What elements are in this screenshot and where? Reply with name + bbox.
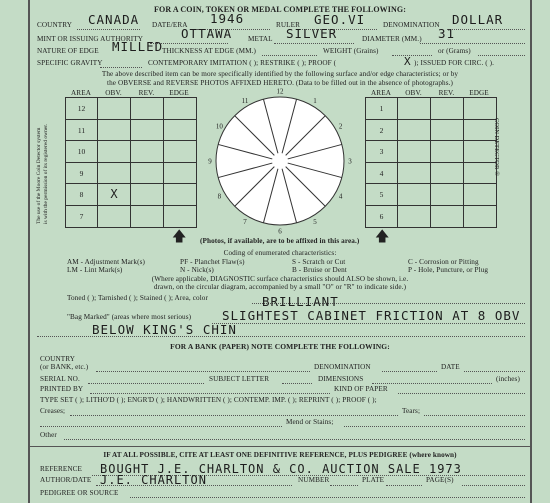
circle-number-8: 8 [217, 192, 222, 201]
left-area-number: 12 [77, 104, 86, 113]
serial-no-label: SERIAL NO. [40, 375, 80, 383]
bank-country-line [96, 371, 310, 372]
circle-number-11: 11 [241, 96, 249, 105]
right-grid-cell[interactable] [464, 120, 496, 142]
country-value[interactable]: CANADA [88, 12, 140, 27]
left-area-label [66, 163, 98, 185]
subject-letter-label: SUBJECT LETTER [209, 375, 270, 383]
other-line [64, 439, 525, 440]
thickness-label: THICKNESS AT EDGE (MM.) [162, 47, 257, 55]
right-grid-cell[interactable] [431, 163, 464, 185]
denomination-value[interactable]: DOLLAR [452, 12, 504, 27]
printed-by-line [90, 393, 330, 394]
left-area-number: 9 [79, 168, 84, 178]
nature-edge-label: NATURE OF EDGE [37, 47, 99, 55]
ruler-label: RULER [276, 21, 301, 29]
side-note-line-2: is with the permission of its registered owner. [42, 123, 49, 224]
circular-area-diagram[interactable] [205, 86, 355, 236]
pedigree-label: PEDIGREE OR SOURCE [40, 489, 119, 497]
left-area-number: 11 [77, 125, 86, 135]
dimensions-line [372, 383, 492, 384]
right-area-number: 3 [379, 147, 384, 156]
right-area-label [366, 206, 398, 228]
mend-label: Mend or Stains; [286, 418, 334, 426]
circle-number-7: 7 [243, 218, 247, 227]
code-lm: LM - Lint Mark(s) [67, 266, 123, 274]
left-grid-cell[interactable] [98, 120, 131, 142]
area-color-value[interactable]: BRILLIANT [262, 294, 339, 309]
circle-number-1: 1 [313, 96, 317, 105]
plate-label: PLATE [362, 476, 385, 484]
right-grid-cell[interactable] [431, 120, 464, 142]
side-note-line-1: The use of the Moore Coin Detector system [36, 127, 42, 224]
left-grid-cell[interactable] [131, 98, 164, 120]
right-header-rev: REV. [438, 89, 455, 97]
right-grid-cell[interactable] [398, 206, 431, 228]
tears-label: Tears; [402, 407, 421, 415]
type-set-label: TYPE SET ( ); LITHO'D ( ); ENGR'D ( ); HANDWRITTEN ( ); CONTEMP. IMP. ( ); REPRINT ( ); PROOF ( ); [40, 396, 377, 404]
reference-divider [30, 446, 530, 447]
diagnostic-line-1: (Where applicable, DIAGNOSTIC surface characteristics should ALSO be shown, i.e. [151, 275, 409, 283]
country-line [77, 29, 140, 30]
right-grid-cell[interactable] [464, 184, 496, 206]
author-date-value[interactable]: J.E. CHARLTON [100, 473, 207, 487]
circle-number-5: 5 [313, 218, 317, 227]
right-grid-cell[interactable] [431, 98, 464, 120]
left-grid-cell[interactable] [131, 120, 164, 142]
other-label: Other [40, 431, 57, 439]
reference-title: IF AT ALL POSSIBLE, CITE AT LEAST ONE DEFINITIVE REFERENCE, PLUS PEDIGREE (where known) [103, 451, 457, 459]
mend-left-line [40, 426, 282, 427]
left-grid-cell[interactable] [98, 141, 131, 163]
bag-marked-line-1 [212, 323, 525, 324]
right-grid-cell[interactable] [464, 98, 496, 120]
code-am: AM - Adjustment Mark(s) [67, 258, 145, 266]
denomination-line [447, 29, 525, 30]
weight-line [392, 55, 432, 56]
left-grid-cell[interactable] [98, 163, 131, 185]
left-grid-cell[interactable] [131, 163, 164, 185]
right-grid-cell[interactable] [398, 163, 431, 185]
right-grid-cell[interactable] [398, 184, 431, 206]
right-header-obv: OBV. [405, 89, 422, 97]
code-n: N - Nick(s) [180, 266, 214, 274]
specific-gravity-line [100, 67, 142, 68]
bank-date-line [464, 371, 525, 372]
kind-of-paper-line [398, 393, 525, 394]
left-grid-cell[interactable] [164, 141, 196, 163]
code-pf: PF - Planchet Flaw(s) [180, 258, 245, 266]
right-grid-cell[interactable] [464, 141, 496, 163]
bag-marked-label: "Bag Marked" (areas where most serious) [67, 313, 192, 321]
pages-label: PAGE(S) [426, 476, 454, 484]
right-area-label [366, 141, 398, 163]
circle-number-9: 9 [208, 157, 212, 166]
code-p: P - Hole, Puncture, or Plug [408, 266, 489, 274]
reference-label: REFERENCE [40, 465, 83, 473]
left-grid-cell[interactable] [164, 184, 196, 206]
serial-no-line [88, 383, 204, 384]
proof-mark[interactable]: X [404, 55, 412, 68]
right-grid-cell[interactable] [464, 163, 496, 185]
subject-letter-line [282, 383, 312, 384]
diameter-line [420, 43, 525, 44]
contemporary-imitation-label: CONTEMPORARY IMITATION ( ); RESTRIKE ( ); PROOF ( [148, 59, 337, 67]
right-area-label [366, 184, 398, 206]
right-area-number: 1 [379, 104, 384, 113]
nature-edge-value[interactable]: MILLED [112, 39, 164, 54]
grams-label: or (Grams) [438, 47, 471, 55]
left-area-grid [65, 97, 197, 228]
side-note [36, 124, 49, 224]
kind-of-paper-label: KIND OF PAPER [334, 385, 388, 393]
right-grid-cell[interactable] [431, 206, 464, 228]
left-area-label [66, 184, 98, 206]
coding-title: Coding of enumerated characteristics: [223, 249, 337, 257]
right-header-area: AREA [371, 89, 391, 97]
left-grid-cell[interactable] [164, 163, 196, 185]
right-area-number: 2 [379, 125, 384, 135]
bag-marked-value-2[interactable]: BELOW KING'S CHIN [92, 322, 237, 337]
metal-line [274, 43, 354, 44]
date-era-value[interactable]: 1946 [210, 11, 245, 26]
number-line [330, 485, 358, 486]
number-label: NUMBER [298, 476, 330, 484]
right-area-number: 5 [379, 190, 384, 199]
left-header-obv: OBV. [105, 89, 122, 97]
toned-label: Toned ( ); Tarnished ( ); Stained ( ); Area, color [67, 294, 208, 302]
right-header-edge: EDGE [469, 89, 489, 97]
left-grid-cell[interactable] [131, 141, 164, 163]
mint-label: MINT OR ISSUING AUTHORITY [37, 35, 143, 43]
right-grid-cell[interactable] [464, 206, 496, 228]
intro-line-2: the OBVERSE and REVERSE PHOTOS AFFIXED HERETO. (Data to be filled out in the absence of photographs.) [106, 79, 453, 87]
circle-number-4: 4 [338, 192, 343, 201]
right-grid-cell[interactable] [431, 141, 464, 163]
left-grid-cell[interactable] [164, 98, 196, 120]
right-area-label [366, 98, 398, 120]
ruler-value[interactable]: GEO.VI [314, 12, 366, 27]
bank-denomination-label: DENOMINATION [314, 363, 371, 371]
diameter-label: DIAMETER (MM.) [362, 35, 422, 43]
tears-line [424, 415, 525, 416]
mint-value[interactable]: OTTAWA [181, 26, 233, 41]
issued-circ-label: ); ISSUED FOR CIRC. ( ). [414, 59, 495, 67]
weight-label: WEIGHT (Grains) [323, 47, 379, 55]
coin-section-title: FOR A COIN, TOKEN OR MEDAL COMPLETE THE FOLLOWING: [154, 5, 406, 14]
circle-number-2: 2 [338, 122, 343, 131]
reference-value[interactable]: BOUGHT J.E. CHARLTON & CO. AUCTION SALE 1973 [100, 462, 462, 476]
dimensions-label: DIMENSIONS [318, 375, 364, 383]
denomination-label: DENOMINATION [383, 21, 440, 29]
photos-caption: (Photos, if available, are to be affixed in this area.) [200, 237, 360, 245]
left-header-edge: EDGE [169, 89, 189, 97]
code-b: B - Bruise or Dent [292, 266, 347, 274]
grams-line [478, 55, 525, 56]
country-label: COUNTRY [37, 21, 73, 29]
circle-number-10: 10 [215, 122, 223, 131]
mend-line [344, 426, 525, 427]
intro-line-1: The above described item can be more specifically identified by the following surface and/or edge characteristics; or by [101, 70, 459, 78]
right-border [530, 0, 532, 503]
thickness-line [262, 55, 317, 56]
left-grid-cell[interactable] [164, 120, 196, 142]
circle-number-12: 12 [276, 87, 284, 96]
left-grid-cell[interactable] [164, 206, 196, 228]
right-arrow-icon: 🡅 [375, 230, 390, 245]
bag-marked-value-1[interactable]: SLIGHTEST CABINET FRICTION AT 8 OBV [222, 308, 521, 323]
circle-number-6: 6 [278, 227, 282, 236]
right-area-number: 4 [379, 168, 384, 178]
bank-country-label: COUNTRY [40, 355, 76, 363]
printed-by-label: PRINTED BY [40, 385, 84, 393]
left-header-rev: REV. [138, 89, 155, 97]
diameter-value[interactable]: 31 [438, 26, 456, 41]
left-grid-cell[interactable] [131, 206, 164, 228]
creases-line [70, 415, 398, 416]
left-header-area: AREA [71, 89, 91, 97]
right-area-label [366, 163, 398, 185]
author-date-label: AUTHOR/DATE [40, 476, 92, 484]
diagnostic-line-2: drawn, on the circular diagram, accompanied by a small "O" or "R" to indicate side.) [153, 283, 407, 291]
right-grid-cell[interactable] [431, 184, 464, 206]
right-grid-cell[interactable] [398, 141, 431, 163]
left-area-label [66, 98, 98, 120]
inches-label: (inches) [496, 375, 520, 383]
left-grid-cell[interactable] [131, 184, 164, 206]
right-area-number: 6 [379, 211, 384, 221]
code-s: S - Scratch or Cut [292, 258, 346, 266]
right-grid-cell[interactable] [398, 120, 431, 142]
plate-line [386, 485, 422, 486]
left-arrow-icon: 🡅 [172, 230, 187, 245]
bank-section-title: FOR A BANK (PAPER) NOTE COMPLETE THE FOLLOWING: [170, 342, 390, 351]
date-era-label: DATE/ERA [152, 21, 188, 29]
left-area-number: 10 [77, 147, 86, 156]
bank-date-label: DATE [441, 363, 460, 371]
metal-label: METAL [248, 35, 273, 43]
metal-value[interactable]: SILVER [286, 26, 338, 41]
code-c: C - Corrosion or Pitting [408, 258, 479, 266]
coin-detector-label: COIN DETECTOR ® [493, 118, 500, 176]
left-area-number: 8 [79, 190, 84, 199]
left-area-label [66, 141, 98, 163]
bank-or-bank-label: (or BANK, etc.) [40, 363, 89, 371]
creases-label: Creases; [40, 407, 66, 415]
left-area-label [66, 120, 98, 142]
right-grid-cell[interactable] [398, 98, 431, 120]
left-grid-cell[interactable] [98, 184, 131, 206]
right-area-grid [365, 97, 497, 228]
right-area-label [366, 120, 398, 142]
bank-denomination-line [382, 371, 437, 372]
left-grid-cell[interactable] [98, 206, 131, 228]
left-grid-cell[interactable] [98, 98, 131, 120]
pages-line [462, 485, 525, 486]
left-area-number: 7 [79, 211, 84, 221]
pedigree-line [130, 497, 525, 498]
obv-area-8-mark[interactable]: X [110, 187, 118, 201]
left-area-label [66, 206, 98, 228]
circle-number-3: 3 [348, 157, 352, 166]
specific-gravity-label: SPECIFIC GRAVITY [37, 59, 103, 67]
